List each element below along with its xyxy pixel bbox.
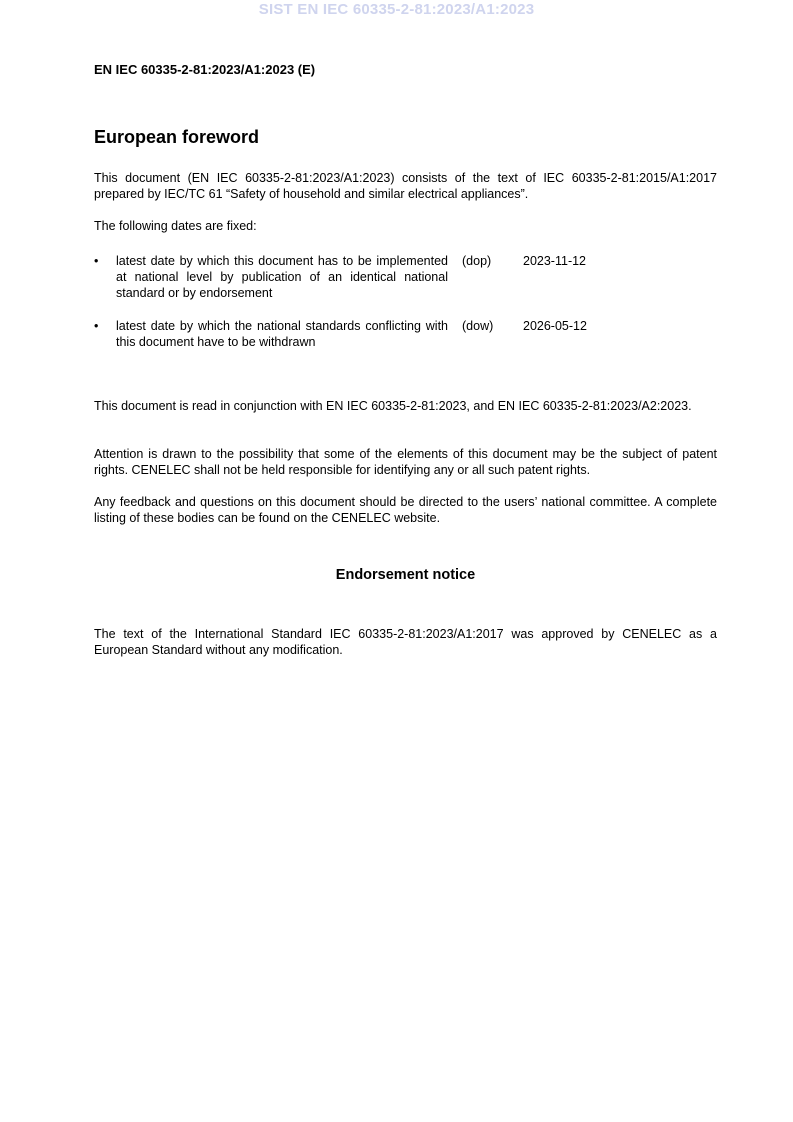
bullet-marker: • bbox=[94, 319, 99, 333]
date-code: (dop) bbox=[462, 254, 492, 268]
dates-intro: The following dates are fixed: bbox=[94, 219, 257, 233]
date-value: 2023-11-12 bbox=[523, 254, 587, 268]
endorsement-paragraph: The text of the International Standard IEC 60335-2-81:2023/A1:2017 was approved by CENELEC as a European Standard without any modification. bbox=[94, 627, 717, 657]
document-id: EN IEC 60335-2-81:2023/A1:2023 (E) bbox=[94, 62, 316, 77]
date-value: 2026-05-12 bbox=[523, 319, 587, 333]
date-description: latest date by which the national standards conflicting with this document have to be withdrawn bbox=[116, 319, 448, 349]
date-description: latest date by which this document has to be implemented at national level by publication of an identical national standard or by endorsement bbox=[116, 254, 448, 300]
patent-paragraph: Attention is drawn to the possibility that some of the elements of this document may be the subject of patent rights. CENELEC shall not be held responsible for identifying any or all such patent rights. bbox=[94, 447, 717, 477]
conjunction-paragraph: This document is read in conjunction with EN IEC 60335-2-81:2023, and EN IEC 60335-2-81:2023/A2:2023. bbox=[94, 399, 692, 413]
feedback-paragraph: Any feedback and questions on this document should be directed to the users’ national committee. A complete listing of these bodies can be found on the CENELEC website. bbox=[94, 495, 717, 525]
foreword-title: European foreword bbox=[94, 127, 260, 147]
watermark-header: SIST EN IEC 60335-2-81:2023/A1:2023 bbox=[258, 1, 535, 18]
date-code: (dow) bbox=[462, 319, 494, 333]
bullet-marker: • bbox=[94, 254, 99, 268]
endorsement-title: Endorsement notice bbox=[335, 567, 476, 583]
foreword-intro: This document (EN IEC 60335-2-81:2023/A1:2023) consists of the text of IEC 60335-2-81:2015/A1:2017 prepared by IEC/TC 61 “Safety of household and similar electrical appliances”. bbox=[94, 171, 717, 201]
